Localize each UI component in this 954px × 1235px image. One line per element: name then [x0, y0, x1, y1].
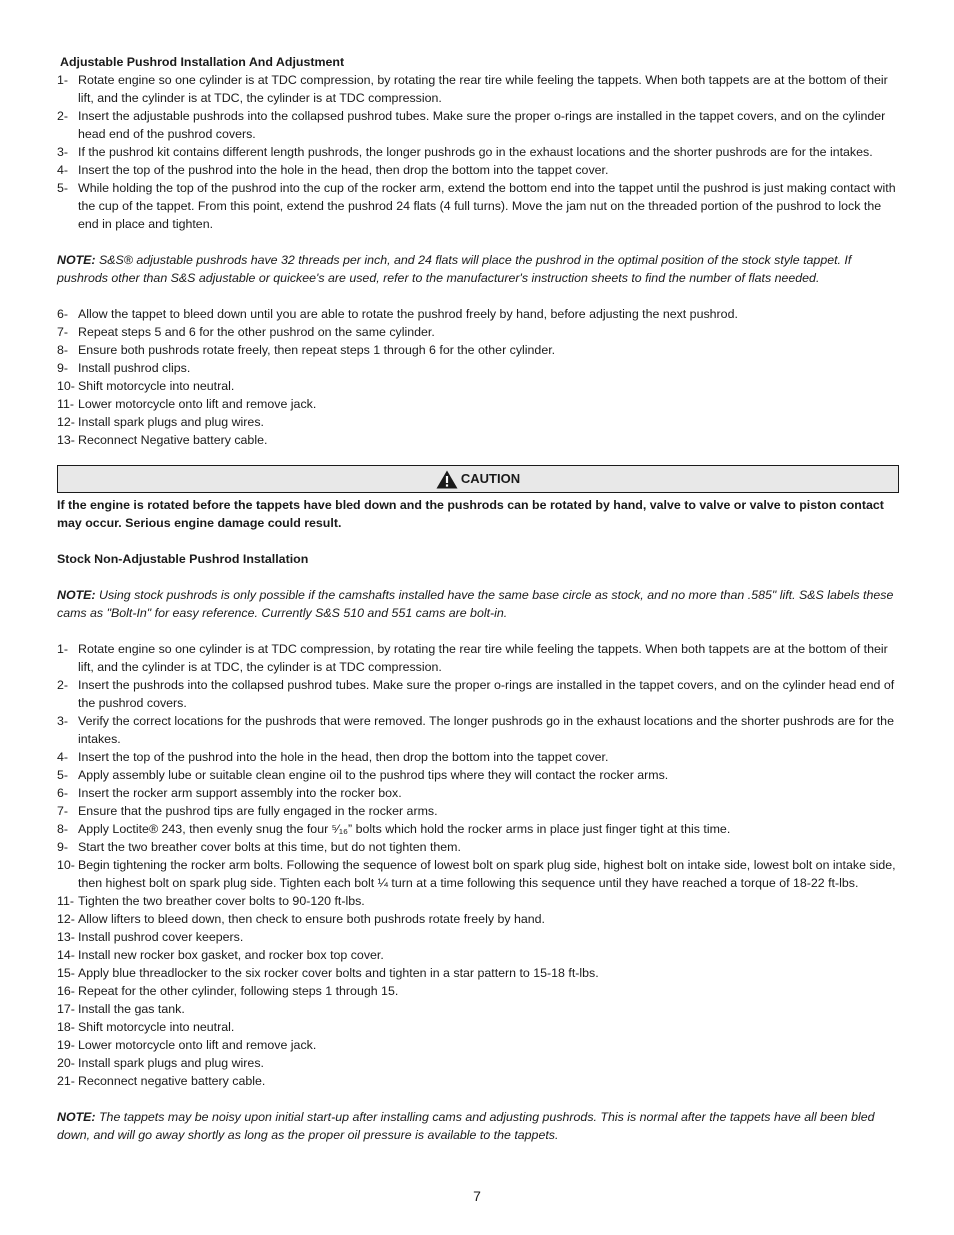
step-number: 6- — [57, 307, 69, 321]
step-text: Repeat for the other cylinder, following steps 1 through 15. — [78, 984, 399, 998]
list-item — [57, 982, 899, 1000]
step-number: 3- — [57, 714, 69, 728]
step-text: Apply blue threadlocker to the six rocker cover bolts and tighten in a star pattern to 15-18 ft-lbs. — [78, 966, 599, 980]
step-text: Allow the tappet to bleed down until you are able to rotate the pushrod freely by hand, before adjusting the next pushrod. — [78, 307, 738, 321]
step-text: Ensure both pushrods rotate freely, then repeat steps 1 through 6 for the other cylinder. — [78, 343, 556, 357]
list-item — [57, 161, 899, 179]
list-item — [57, 892, 899, 910]
list-item — [57, 676, 899, 712]
step-number: 10- — [57, 858, 75, 872]
step-number: 9- — [57, 361, 69, 375]
step-text: Insert the pushrods into the collapsed pushrod tubes. Make sure the proper o-rings are installed in the tappet covers, and on the cylinder head end of the pushrod covers. — [78, 678, 895, 710]
list-item — [57, 640, 899, 676]
step-text: While holding the top of the pushrod into the cup of the rocker arm, extend the bottom end into the tappet until the pushrod is just making contact with the cup of the tappet. From this point, extend the pushrod 24 flats (4 full turns). Move the jam nut on the threaded portion of the pushrod to lock the end in place and tighten. — [78, 181, 896, 231]
list-item — [57, 910, 899, 928]
step-text: Lower motorcycle onto lift and remove jack. — [78, 397, 317, 411]
step-text: Install pushrod cover keepers. — [78, 930, 244, 944]
warning-triangle-icon — [436, 470, 458, 489]
step-number: 5- — [57, 768, 69, 782]
step-text: Shift motorcycle into neutral. — [78, 379, 235, 393]
step-text: Reconnect negative battery cable. — [78, 1074, 266, 1088]
step-text: Ensure that the pushrod tips are fully engaged in the rocker arms. — [78, 804, 438, 818]
step-number: 20- — [57, 1056, 75, 1070]
list-item — [57, 1072, 899, 1090]
step-number: 1- — [57, 642, 69, 656]
step-number: 11- — [57, 397, 74, 411]
list-item — [57, 107, 899, 143]
list-item — [57, 946, 899, 964]
step-text: Rotate engine so one cylinder is at TDC compression, by rotating the rear tire while feeling the tappets. When both tappets are at the bottom of their lift, and the cylinder is at TDC, the cylinder is at TDC compression. — [78, 73, 888, 105]
step-number: 7- — [57, 325, 69, 339]
document-page — [57, 53, 899, 1144]
adjustable-note: NOTE: S&S® adjustable pushrods have 32 threads per inch, and 24 flats will place the pushrod in the optimal position of the stock style tappet. If pushrods other than S&S adjustable or quickee's are used, refer to the manufacturer's instruction sheets to find the number of flats needed. — [57, 253, 852, 285]
list-item — [57, 323, 899, 341]
caution-banner — [57, 465, 899, 493]
step-number: 7- — [57, 804, 69, 818]
list-item — [57, 1036, 899, 1054]
list-item — [57, 838, 899, 856]
step-number: 12- — [57, 415, 75, 429]
step-number: 13- — [57, 930, 75, 944]
step-text: Tighten the two breather cover bolts to 90-120 ft-lbs. — [78, 894, 365, 908]
step-number: 9- — [57, 840, 69, 854]
list-item — [57, 928, 899, 946]
step-number: 8- — [57, 822, 69, 836]
list-item — [57, 431, 899, 449]
step-number: 18- — [57, 1020, 75, 1034]
step-text: Lower motorcycle onto lift and remove jack. — [78, 1038, 317, 1052]
step-number: 5- — [57, 181, 69, 195]
step-text: Install the gas tank. — [78, 1002, 185, 1016]
list-item — [57, 305, 899, 323]
step-number: 8- — [57, 343, 69, 357]
step-number: 17- — [57, 1002, 75, 1016]
step-number: 10- — [57, 379, 75, 393]
list-item — [57, 766, 899, 784]
list-item — [57, 1054, 899, 1072]
step-text: Insert the rocker arm support assembly into the rocker box. — [78, 786, 402, 800]
list-item — [57, 964, 899, 982]
adjustable-steps-list-continued — [57, 305, 899, 449]
list-item — [57, 748, 899, 766]
step-text: Insert the adjustable pushrods into the collapsed pushrod tubes. Make sure the proper o-rings are installed in the tappet covers, and on the cylinder head end of the pushrod covers. — [78, 109, 886, 141]
step-text: Insert the top of the pushrod into the hole in the head, then drop the bottom into the tappet cover. — [78, 750, 609, 764]
step-text: Shift motorcycle into neutral. — [78, 1020, 235, 1034]
step-text: Install pushrod clips. — [78, 361, 191, 375]
stock-steps-list — [57, 640, 899, 1090]
step-text: Start the two breather cover bolts at this time, but do not tighten them. — [78, 840, 461, 854]
step-text: Reconnect Negative battery cable. — [78, 433, 268, 447]
step-number: 19- — [57, 1038, 75, 1052]
list-item — [57, 784, 899, 802]
section-heading-adjustable: Adjustable Pushrod Installation And Adjustment — [60, 55, 345, 69]
step-text: Apply assembly lube or suitable clean engine oil to the pushrod tips where they will contact the rocker arms. — [78, 768, 669, 782]
caution-label: CAUTION — [460, 471, 521, 486]
section-heading-stock: Stock Non-Adjustable Pushrod Installation — [57, 552, 309, 566]
step-number: 14- — [57, 948, 75, 962]
step-text: Install spark plugs and plug wires. — [78, 415, 264, 429]
list-item — [57, 143, 899, 161]
step-number: 3- — [57, 145, 69, 159]
list-item — [57, 802, 899, 820]
list-item — [57, 395, 899, 413]
step-number: 12- — [57, 912, 75, 926]
step-text: If the pushrod kit contains different length pushrods, the longer pushrods go in the exhaust locations and the shorter pushrods are for the intakes. — [78, 145, 873, 159]
list-item — [57, 377, 899, 395]
list-item — [57, 413, 899, 431]
list-item — [57, 820, 899, 838]
step-text: Rotate engine so one cylinder is at TDC compression, by rotating the rear tire while feeling the tappets. When both tappets are at the bottom of their lift, and the cylinder is at TDC, the cylinder is at TDC compression. — [78, 642, 888, 674]
step-number: 2- — [57, 109, 69, 123]
step-number: 4- — [57, 750, 69, 764]
adjustable-steps-list — [57, 71, 899, 233]
list-item — [57, 71, 899, 107]
list-item — [57, 1018, 899, 1036]
step-text: Allow lifters to bleed down, then check to ensure both pushrods rotate freely by hand. — [78, 912, 545, 926]
step-text: Install spark plugs and plug wires. — [78, 1056, 264, 1070]
step-number: 1- — [57, 73, 69, 87]
list-item — [57, 856, 899, 892]
step-text: Verify the correct locations for the pushrods that were removed. The longer pushrods go in the exhaust locations and the shorter pushrods are for the intakes. — [78, 714, 894, 746]
step-number: 16- — [57, 984, 75, 998]
step-number: 11- — [57, 894, 74, 908]
step-text: Insert the top of the pushrod into the hole in the head, then drop the bottom into the tappet cover. — [78, 163, 609, 177]
step-number: 13- — [57, 433, 75, 447]
stock-note: NOTE: Using stock pushrods is only possible if the camshafts installed have the same base circle as stock, and no more than .585" lift. S&S labels these cams as "Bolt-In" for easy reference. Currently S&S 510 and 551 cams are bolt-in. — [57, 588, 894, 620]
list-item — [57, 1000, 899, 1018]
step-text: Install new rocker box gasket, and rocker box top cover. — [78, 948, 384, 962]
final-note: NOTE: The tappets may be noisy upon initial start-up after installing cams and adjusting pushrods. This is normal after the tappets have all been bled down, and will go away shortly as long as the proper oil pressure is available to the tappets. — [57, 1110, 875, 1142]
list-item — [57, 341, 899, 359]
list-item — [57, 359, 899, 377]
step-text: Begin tightening the rocker arm bolts. Following the sequence of lowest bolt on spark plug side, highest bolt on intake side, lowest bolt on intake side, then highest bolt on spark plug side. Tighten each bolt ¼ turn at a time following this sequence until they have reached a torque of 18-22 ft-lbs. — [78, 858, 896, 890]
step-number: 2- — [57, 678, 69, 692]
step-number: 6- — [57, 786, 69, 800]
page-number: 7 — [473, 1188, 481, 1204]
step-text: Repeat steps 5 and 6 for the other pushrod on the same cylinder. — [78, 325, 435, 339]
step-number: 15- — [57, 966, 75, 980]
step-number: 4- — [57, 163, 69, 177]
list-item — [57, 712, 899, 748]
step-number: 21- — [57, 1074, 75, 1088]
step-text: Apply Loctite® 243, then evenly snug the four ⁵⁄₁₆” bolts which hold the rocker arms in place just finger tight at this time. — [78, 822, 731, 836]
caution-text: If the engine is rotated before the tappets have bled down and the pushrods can be rotated by hand, valve to valve or valve to piston contact may occur. Serious engine damage could result. — [57, 498, 884, 530]
list-item — [57, 179, 899, 233]
